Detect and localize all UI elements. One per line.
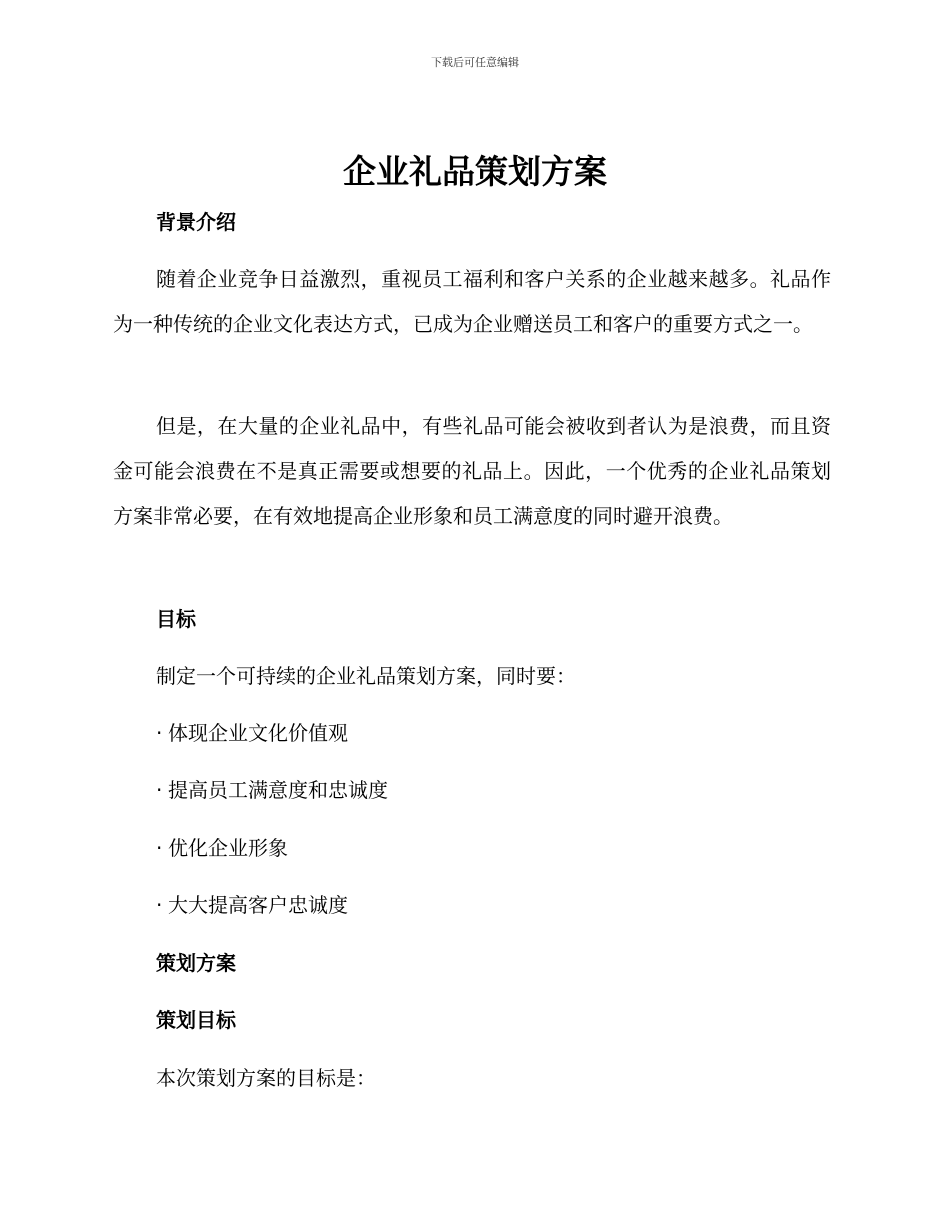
list-item-text: 大大提高客户忠诚度: [168, 893, 348, 917]
list-item: [156, 891, 348, 919]
bullet-dot: ·: [156, 893, 163, 917]
plan-intro: 本次策划方案的目标是：: [156, 1066, 376, 1090]
list-item: [156, 776, 388, 804]
heading-plan: 策划方案: [156, 951, 236, 975]
bullet-dot: ·: [156, 836, 163, 860]
header-note: 下载后可任意编辑: [431, 56, 519, 69]
paragraph-background-1: 随着企业竞争日益激烈，重视员工福利和客户关系的企业越来越多。礼品作为一种传统的企业文化表达方式，已成为企业赠送员工和客户的重要方式之一。: [113, 267, 831, 336]
heading-plan-goal: 策划目标: [156, 1008, 236, 1032]
list-item: [156, 719, 348, 747]
heading-background: 背景介绍: [156, 210, 236, 234]
list-item: [156, 834, 288, 862]
goals-intro: 制定一个可持续的企业礼品策划方案，同时要：: [156, 664, 576, 688]
paragraph-background-2: 但是，在大量的企业礼品中，有些礼品可能会被收到者认为是浪费，而且资金可能会浪费在不是真正需要或想要的礼品上。因此，一个优秀的企业礼品策划方案非常必要，在有效地提高企业形象和员工满意度的同时避开浪费。: [113, 414, 831, 528]
list-item-text: 优化企业形象: [168, 836, 288, 860]
heading-goals: 目标: [156, 607, 196, 631]
list-item-text: 提高员工满意度和忠诚度: [168, 778, 388, 802]
list-item-text: 体现企业文化价值观: [168, 721, 348, 745]
bullet-dot: ·: [156, 721, 163, 745]
document-title: 企业礼品策划方案: [343, 152, 607, 191]
bullet-dot: ·: [156, 778, 163, 802]
